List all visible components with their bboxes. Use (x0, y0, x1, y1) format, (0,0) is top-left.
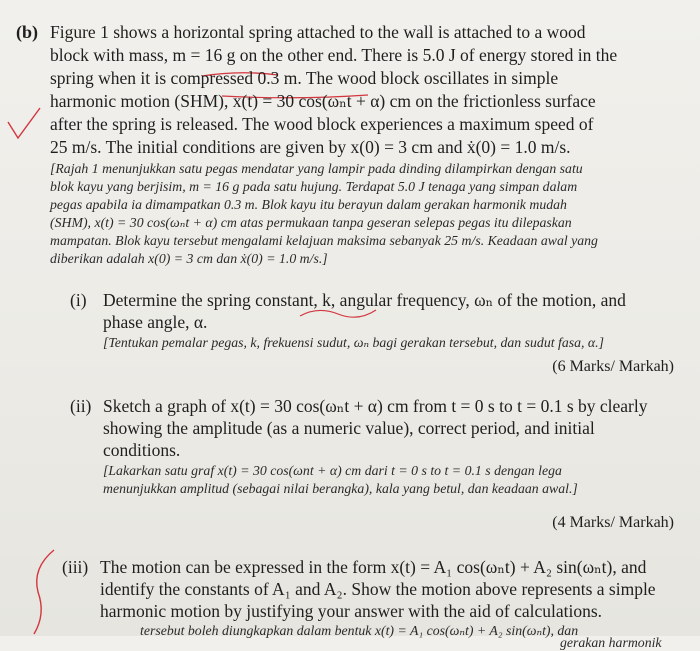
part-b-ms-line: pegas apabila ia dimampatkan 0.3 m. Blok kayu itu berayun dalam gerakan harmonik mudah (50, 197, 567, 212)
question-i-marks: (6 Marks/ Markah) (552, 358, 674, 375)
question-ii-label: (ii) (70, 396, 92, 416)
question-ii-ms-line: [Lakarkan satu graf x(t) = 30 cos(ωnt + α) cm dari t = 0 s to t = 0.1 s dengan lega (103, 463, 562, 478)
part-b-en-line: 25 m/s. The initial conditions are given by x(0) = 3 cm and ẋ(0) = 1.0 m/s. (50, 137, 571, 157)
question-ii-marks: (4 Marks/ Markah) (552, 514, 674, 531)
part-b-en-line: block with mass, m = 16 g on the other end. There is 5.0 J of energy stored in the (50, 45, 618, 65)
question-i-en-line: Determine the spring constant, k, angular frequency, ωₙ of the motion, and (103, 290, 626, 310)
question-iii-en-line: identify the constants of A₁ and A₂. Show the motion above represents a simple (100, 579, 656, 599)
question-ii-en-line: showing the amplitude (as a numeric value), correct period, and initial (103, 418, 595, 438)
pen-tick-mark (4, 104, 44, 144)
part-b-en-line: harmonic motion (SHM), x(t) = 30 cos(ωₙt + α) cm on the frictionless surface (50, 91, 596, 111)
question-iii-label: (iii) (62, 557, 89, 577)
part-b-ms-line: mampatan. Blok kayu tersebut mengalami kelajuan maksima sebanyak 25 m/s. Keadaan awal yang (50, 233, 598, 248)
part-b-en-line: Figure 1 shows a horizontal spring attached to the wall is attached to a wood (50, 22, 586, 42)
part-b-ms-line: [Rajah 1 menunjukkan satu pegas mendatar yang lampir pada dinding dilampirkan dengan satu (50, 161, 583, 176)
question-iii-en-line: The motion can be expressed in the form x(t) = A₁ cos(ωₙt) + A₂ sin(ωₙt), and (100, 557, 647, 577)
part-b-label: (b) (16, 22, 38, 42)
question-ii-en-line: conditions. (103, 440, 181, 460)
question-i-ms-line: [Tentukan pemalar pegas, k, frekuensi sudut, ωₙ bagi gerakan tersebut, dan sudut fasa, α.] (103, 335, 604, 350)
pen-bracket-iii (28, 548, 58, 636)
question-iii-en-line: harmonic motion by justifying your answer with the aid of calculations. (100, 601, 603, 621)
part-b-ms-line: blok kayu yang berjisim, m = 16 g pada satu hujung. Terdapat 5.0 J tenaga yang simpan dalam (50, 179, 578, 194)
part-b-ms-line: diberikan adalah x(0) = 3 cm dan ẋ(0) = 1.0 m/s.] (50, 251, 328, 266)
question-iii-ms-line: gerakan harmonik (560, 635, 662, 650)
question-iii-ms-line: tersebut boleh diungkapkan dalam bentuk x(t) = A₁ cos(ωₙt) + A₂ sin(ωₙt), dan (140, 623, 579, 638)
question-ii-ms-line: menunjukkan amplitud (sebagai nilai berangka), kala yang betul, dan keadaan awal.] (103, 481, 578, 496)
question-i-en-line: phase angle, α. (103, 312, 208, 332)
part-b-en-line: after the spring is released. The wood block experiences a maximum speed of (50, 114, 594, 134)
question-i-label: (i) (70, 290, 87, 310)
question-ii-en-line: Sketch a graph of x(t) = 30 cos(ωₙt + α) cm from t = 0 s to t = 0.1 s by clearly (103, 396, 648, 416)
part-b-ms-line: (SHM), x(t) = 30 cos(ωₙt + α) cm atas permukaan tanpa geseran selepas pegas itu dilepaskan (50, 215, 572, 230)
part-b-en-line: spring when it is compressed 0.3 m. The wood block oscillates in simple (50, 68, 559, 88)
